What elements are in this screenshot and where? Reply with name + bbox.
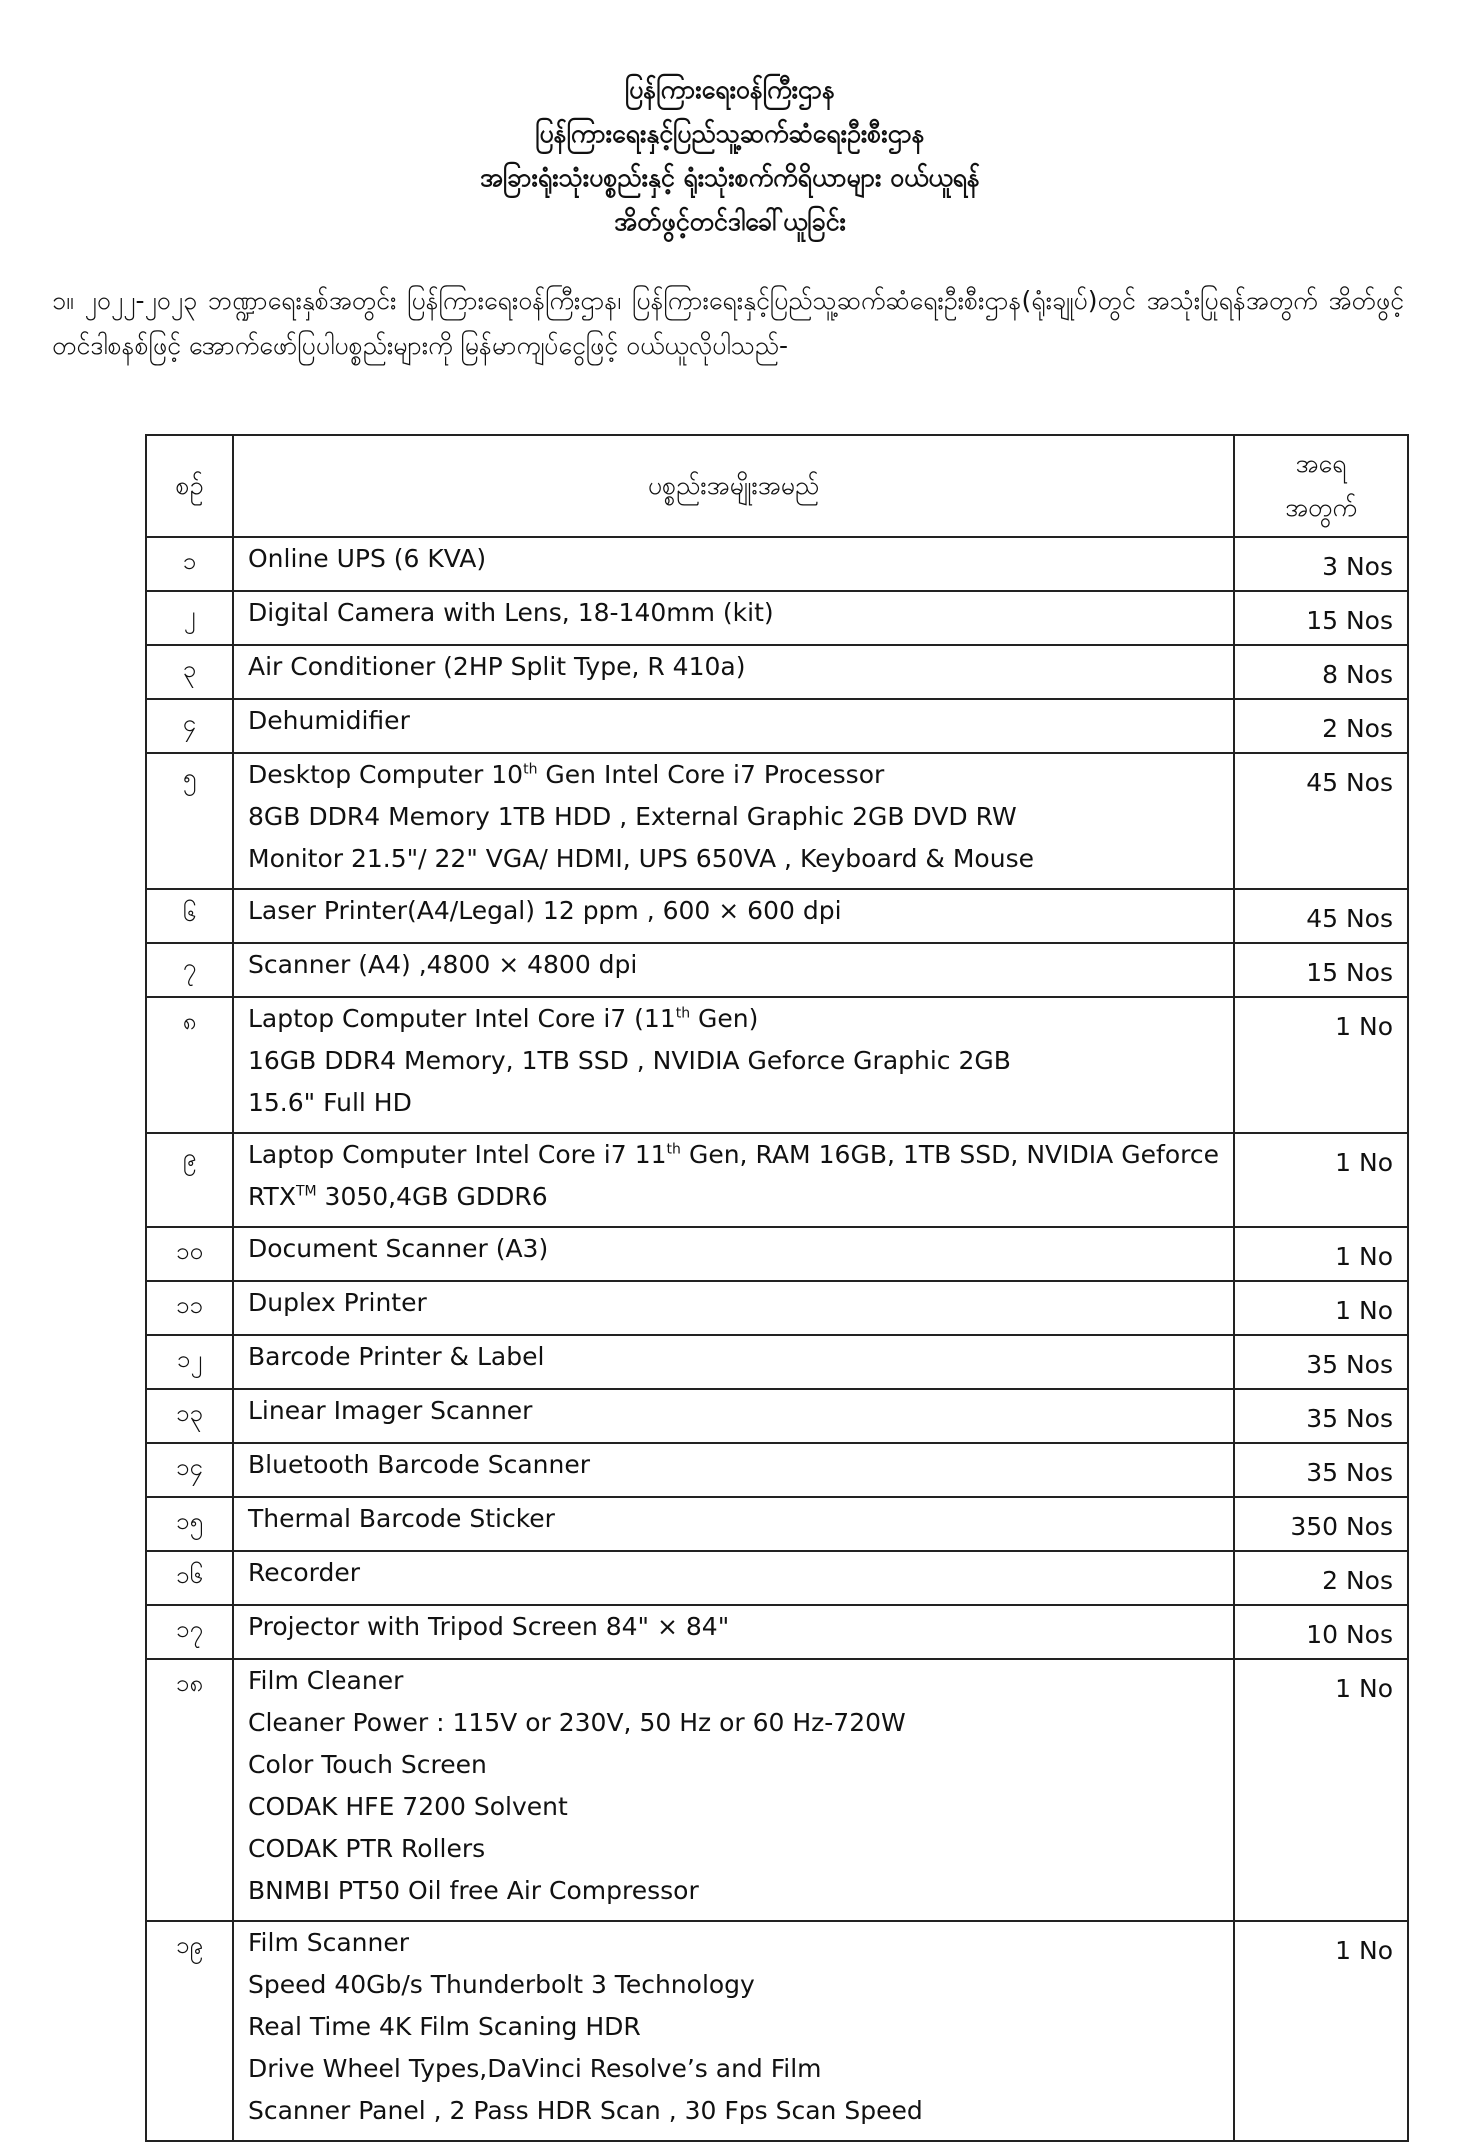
tender-invitation-title: အိတ်ဖွင့်တင်ဒါခေါ်ယူခြင်း <box>614 207 846 236</box>
item-description <box>233 1443 1234 1497</box>
item-quantity: 3 Nos <box>1234 537 1408 591</box>
item-line: 8GB DDR4 Memory 1TB HDD , External Graphic 2GB DVD RW <box>248 802 1017 831</box>
row-number: ၅ <box>146 753 233 889</box>
row-number: ၁၁ <box>146 1281 233 1335</box>
item-text: Gen) <box>690 1004 759 1033</box>
item-text: Gen, RAM 16GB, 1TB SSD, NVIDIA Geforce RTX <box>248 1140 1220 1211</box>
item-quantity: 45 Nos <box>1234 889 1408 943</box>
item-description <box>233 943 1234 997</box>
ministry-title: ပြန်ကြားရေးဝန်ကြီးဌာန <box>624 75 836 104</box>
item-quantity: 1 No <box>1234 1133 1408 1227</box>
item-description <box>233 1605 1234 1659</box>
row-number: ၁၄ <box>146 1443 233 1497</box>
row-number: ၁၇ <box>146 1605 233 1659</box>
table-row <box>146 889 1408 943</box>
item-line: Linear Imager Scanner <box>248 1396 533 1425</box>
row-number: ၁၆ <box>146 1551 233 1605</box>
item-description <box>233 1921 1234 2141</box>
row-number: ၁၈ <box>146 1659 233 1921</box>
item-line: CODAK HFE 7200 Solvent <box>248 1792 568 1821</box>
item-quantity: 10 Nos <box>1234 1605 1408 1659</box>
row-number: ၁၅ <box>146 1497 233 1551</box>
item-line: Laser Printer(A4/Legal) 12 ppm , 600 × 600 dpi <box>248 896 842 925</box>
item-line: Scanner Panel , 2 Pass HDR Scan , 30 Fps Scan Speed <box>248 2096 923 2125</box>
row-number: ၄ <box>146 699 233 753</box>
item-quantity: 35 Nos <box>1234 1335 1408 1389</box>
row-number: ၁၂ <box>146 1335 233 1389</box>
table-row <box>146 537 1408 591</box>
item-text: Laptop Computer Intel Core i7 (11 <box>248 1004 676 1033</box>
item-quantity: 8 Nos <box>1234 645 1408 699</box>
item-line: Cleaner Power : 115V or 230V, 50 Hz or 60 Hz-720W <box>248 1708 906 1737</box>
item-line <box>248 998 1219 1040</box>
item-quantity: 2 Nos <box>1234 1551 1408 1605</box>
item-quantity: 1 No <box>1234 1281 1408 1335</box>
item-line: 16GB DDR4 Memory, 1TB SSD , NVIDIA Geforce Graphic 2GB <box>248 1046 1011 1075</box>
row-number: ၁ <box>146 537 233 591</box>
tender-subject-title: အခြားရုံးသုံးပစ္စည်းနှင့် ရုံးသုံးစက်ကိရိယာများ ဝယ်ယူရန် <box>480 163 980 192</box>
item-description <box>233 699 1234 753</box>
row-number: ၃ <box>146 645 233 699</box>
item-line: BNMBI PT50 Oil free Air Compressor <box>248 1876 699 1905</box>
item-description <box>233 889 1234 943</box>
item-description <box>233 753 1234 889</box>
item-description <box>233 1281 1234 1335</box>
item-line: Air Conditioner (2HP Split Type, R 410a) <box>248 652 746 681</box>
item-quantity: 45 Nos <box>1234 753 1408 889</box>
item-quantity: 15 Nos <box>1234 943 1408 997</box>
item-text: Desktop Computer 10 <box>248 760 524 789</box>
item-line: Online UPS (6 KVA) <box>248 544 487 573</box>
table-row <box>146 1133 1408 1227</box>
superscript: th <box>666 1141 681 1158</box>
intro-paragraph: ၁။ ၂၀၂၂-၂၀၂၃ ဘဏ္ဍာရေးနှစ်အတွင်း ပြန်ကြားရေးဝန်ကြီးဌာန၊ ပြန်ကြားရေးနှင့်ပြည်သူ့ဆက်ဆံရေးဦးစီးဌာန(ရုံးချုပ်)တွင် အသုံးပြုရန်အတွက် အိတ်ဖွင့်တင်ဒါစနစ်ဖြင့် အောက်ဖော်ပြပါပစ္စည်းများကို မြန်မာကျပ်ငွေဖြင့် ဝယ်ယူလိုပါသည်- <box>52 286 1404 360</box>
item-line: Color Touch Screen <box>248 1750 487 1779</box>
table-row <box>146 1227 1408 1281</box>
item-line: Bluetooth Barcode Scanner <box>248 1450 591 1479</box>
item-line: Real Time 4K Film Scaning HDR <box>248 2012 641 2041</box>
table-row <box>146 645 1408 699</box>
item-description <box>233 591 1234 645</box>
item-description <box>233 1227 1234 1281</box>
column-header-qty <box>1234 435 1408 537</box>
table-row <box>146 1443 1408 1497</box>
table-row <box>146 1497 1408 1551</box>
item-description <box>233 645 1234 699</box>
item-description <box>233 1659 1234 1921</box>
column-header-no: စဉ် <box>146 435 233 537</box>
column-header-item: ပစ္စည်းအမျိုးအမည် <box>233 435 1234 537</box>
row-number: ၇ <box>146 943 233 997</box>
document-header <box>0 68 1460 244</box>
row-number: ၁၃ <box>146 1389 233 1443</box>
table-row <box>146 1551 1408 1605</box>
item-line: Recorder <box>248 1558 361 1587</box>
superscript: th <box>675 1005 691 1022</box>
row-number: ၁၉ <box>146 1921 233 2141</box>
item-line: Scanner (A4) ,4800 × 4800 dpi <box>248 950 638 979</box>
item-description <box>233 537 1234 591</box>
item-quantity: 35 Nos <box>1234 1389 1408 1443</box>
table-row <box>146 1335 1408 1389</box>
item-line: Document Scanner (A3) <box>248 1234 549 1263</box>
item-paragraph <box>248 1134 1219 1218</box>
item-description <box>233 1551 1234 1605</box>
item-line: Thermal Barcode Sticker <box>248 1504 555 1533</box>
item-description <box>233 1497 1234 1551</box>
row-number: ၆ <box>146 889 233 943</box>
row-number: ၈ <box>146 997 233 1133</box>
table-row <box>146 1921 1408 2141</box>
row-number: ၉ <box>146 1133 233 1227</box>
table-header-row <box>146 435 1408 537</box>
department-title: ပြန်ကြားရေးနှင့်ပြည်သူ့ဆက်ဆံရေးဦးစီးဌာန <box>535 119 925 148</box>
item-quantity: 350 Nos <box>1234 1497 1408 1551</box>
item-quantity: 35 Nos <box>1234 1443 1408 1497</box>
item-line: Film Cleaner <box>248 1666 404 1695</box>
table-row <box>146 1605 1408 1659</box>
table-row <box>146 943 1408 997</box>
table-row <box>146 753 1408 889</box>
item-line: Projector with Tripod Screen 84" × 84" <box>248 1612 730 1641</box>
qty-header-line-1: အရေ <box>1295 449 1347 478</box>
row-number: ၁၀ <box>146 1227 233 1281</box>
item-quantity: 2 Nos <box>1234 699 1408 753</box>
superscript: th <box>523 761 538 778</box>
item-description <box>233 1335 1234 1389</box>
items-table <box>145 434 1409 2142</box>
item-quantity: 1 No <box>1234 997 1408 1133</box>
item-description <box>233 1133 1234 1227</box>
item-text: Gen Intel Core i7 Processor <box>537 760 885 789</box>
item-line: Drive Wheel Types,DaVinci Resolve’s and Film <box>248 2054 822 2083</box>
item-text: 3050,4GB GDDR6 <box>316 1182 548 1211</box>
trademark-superscript: TM <box>295 1183 317 1200</box>
item-line: Monitor 21.5"/ 22" VGA/ HDMI, UPS 650VA , Keyboard & Mouse <box>248 844 1034 873</box>
item-line: 15.6" Full HD <box>248 1088 412 1117</box>
item-text: Laptop Computer Intel Core i7 11 <box>248 1140 667 1169</box>
item-line <box>248 754 1219 796</box>
item-description <box>233 1389 1234 1443</box>
table-row <box>146 699 1408 753</box>
row-number: ၂ <box>146 591 233 645</box>
table-row <box>146 591 1408 645</box>
item-description <box>233 997 1234 1133</box>
item-line: Speed 40Gb/s Thunderbolt 3 Technology <box>248 1970 755 1999</box>
qty-header-line-2: အတွက် <box>1285 493 1357 522</box>
item-line: CODAK PTR Rollers <box>248 1834 486 1863</box>
item-quantity: 1 No <box>1234 1921 1408 2141</box>
item-line: Barcode Printer & Label <box>248 1342 545 1371</box>
item-quantity: 1 No <box>1234 1659 1408 1921</box>
item-line: Duplex Printer <box>248 1288 427 1317</box>
table-row <box>146 1659 1408 1921</box>
item-line: Digital Camera with Lens, 18-140mm (kit) <box>248 598 774 627</box>
item-line: Film Scanner <box>248 1928 410 1957</box>
item-quantity: 15 Nos <box>1234 591 1408 645</box>
table-row <box>146 1281 1408 1335</box>
table-row <box>146 997 1408 1133</box>
table-row <box>146 1389 1408 1443</box>
item-quantity: 1 No <box>1234 1227 1408 1281</box>
item-line: Dehumidifier <box>248 706 410 735</box>
